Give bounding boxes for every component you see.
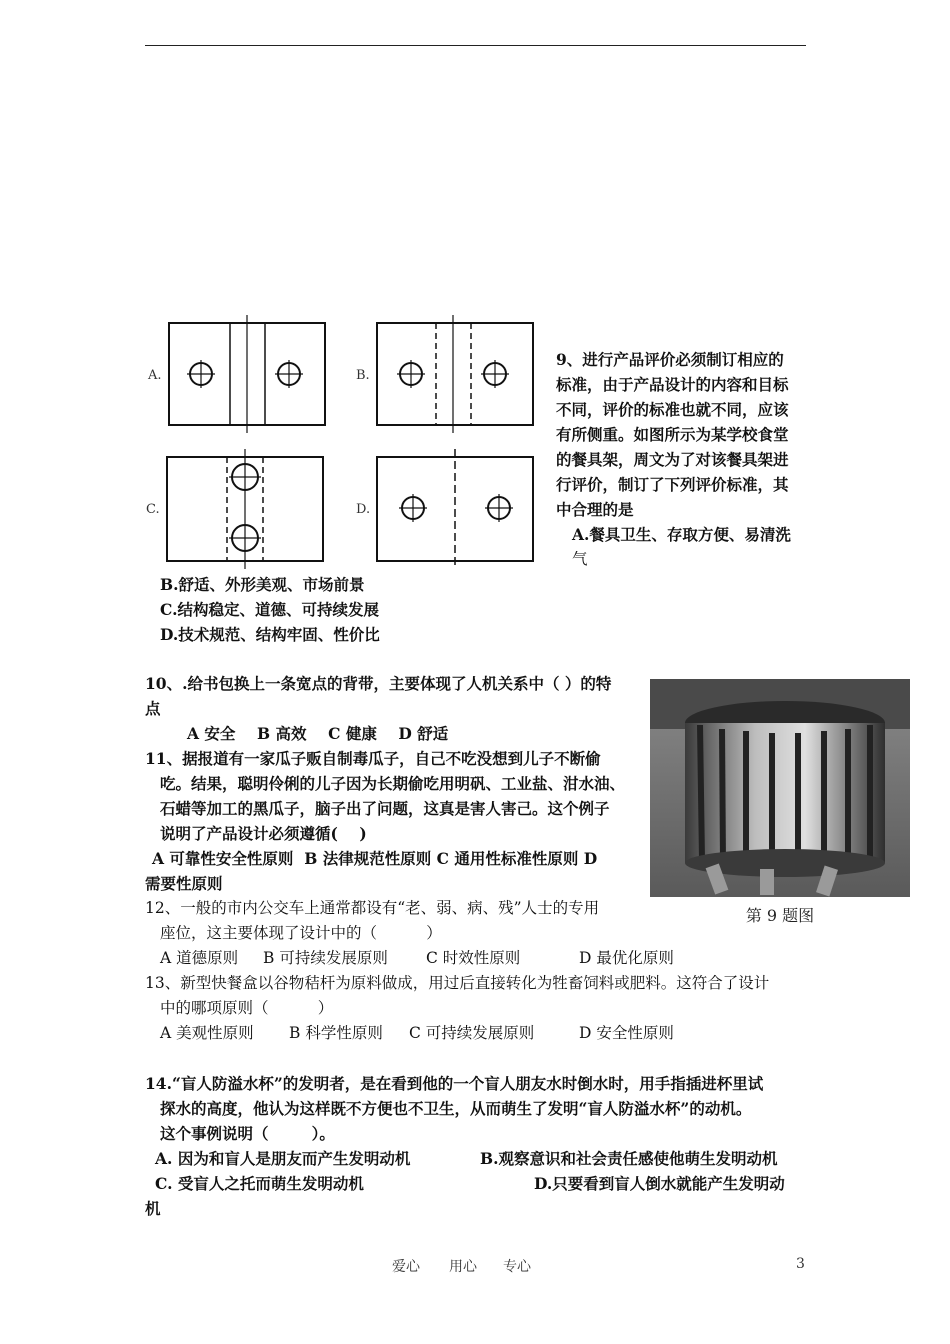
q13-option-c: C 可持续发展原则 [409, 1024, 535, 1042]
q10-options: A 安全 B 高效 C 健康 D 舒适 [187, 724, 449, 743]
q11-options: A 可靠性安全性原则 B 法律规范性原则 C 通用性标准性原则 D [152, 849, 598, 868]
q9-option-b: B.舒适、外形美观、市场前景 [160, 575, 365, 594]
view-d-drawing [377, 449, 533, 569]
q14-option-d-cont: 机 [145, 1199, 161, 1218]
q13-option-a: A 美观性原则 [160, 1024, 254, 1042]
q12-line-2: 座位，这主要体现了设计中的（ ） [160, 924, 442, 942]
q9-option-a: A.餐具卫生、存取方便、易清洗 [572, 525, 791, 544]
q12-option-b: B 可持续发展原则 [263, 949, 388, 967]
q13-option-d: D 安全性原则 [579, 1024, 674, 1042]
q9-line: 行评价，制订了下列评价标准，其 [556, 475, 789, 494]
q11-line-4: 说明了产品设计必须遵循( ) [160, 824, 367, 843]
footer-slogan-2: 用心 [449, 1259, 477, 1275]
q13-line-2: 中的哪项原则（ ） [160, 999, 334, 1017]
q11-line-1: 11、据报道有一家瓜子贩自制毒瓜子，自己不吃没想到儿子不断偷 [145, 749, 601, 768]
view-a-drawing [169, 315, 325, 433]
q10-line-2: 点 [145, 699, 161, 718]
view-c-label: C. [146, 502, 160, 517]
view-b-label: B. [356, 368, 370, 383]
q11-options-cont: 需要性原则 [145, 874, 223, 893]
q9-option-a-cont: 气 [572, 550, 588, 568]
q14-option-d: D.只要看到盲人倒水就能产生发明动 [534, 1174, 785, 1193]
q11-line-2: 吃。结果，聪明伶俐的儿子因为长期偷吃用明矾、工业盐、泔水油、 [160, 774, 626, 793]
view-b-drawing [377, 315, 533, 433]
q14-line-2: 探水的高度，他认为这样既不方便也不卫生，从而萌生了发明“盲人防溢水杯”的动机。 [160, 1099, 752, 1118]
q12-option-d: D 最优化原则 [579, 949, 674, 967]
q14-option-b: B.观察意识和社会责任感使他萌生发明动机 [480, 1149, 778, 1168]
tableware-rack-photo [650, 679, 910, 934]
q9-line: 标准，由于产品设计的内容和目标 [556, 375, 789, 394]
question-9 [556, 347, 808, 572]
q12-option-c: C 时效性原则 [426, 949, 521, 967]
q9-line: 9、进行产品评价必须制订相应的 [556, 350, 784, 369]
q9-line: 的餐具架，周文为了对该餐具架进 [556, 450, 789, 469]
page-number: 3 [796, 1256, 805, 1272]
q9-line: 有所侧重。如图所示为某学校食堂 [556, 425, 789, 444]
q9-option-c: C.结构稳定、道德、可持续发展 [160, 600, 379, 619]
q14-option-a: A. 因为和盲人是朋友而产生发明动机 [155, 1149, 411, 1168]
q11-line-3: 石蜡等加工的黑瓜子，脑子出了问题，这真是害人害己。这个例子 [160, 799, 610, 818]
q13-line-1: 13、新型快餐盒以谷物秸杆为原料做成，用过后直接转化为牲畜饲料或肥料。这符合了设计 [145, 974, 770, 992]
q14-line-1: 14.“盲人防溢水杯”的发明者，是在看到他的一个盲人朋友水时倒水时，用手指插进杯里试 [145, 1074, 764, 1093]
q14-line-3: 这个事例说明（ ）。 [160, 1124, 335, 1143]
footer-slogan-1: 爱心 [392, 1259, 420, 1275]
footer-slogan-3: 专心 [503, 1259, 531, 1275]
q14-option-c: C. 受盲人之托而萌生发明动机 [155, 1174, 364, 1193]
view-c-drawing [167, 449, 323, 569]
q13-option-b: B 科学性原则 [289, 1024, 383, 1042]
q9-line: 中合理的是 [556, 500, 634, 519]
photo-caption: 第 9 题图 [745, 906, 815, 925]
q9-option-d: D.技术规范、结构牢固、性价比 [160, 625, 380, 644]
q12-option-a: A 道德原则 [160, 949, 239, 967]
q10-line-1: 10、.给书包换上一条宽点的背带，主要体现了人机关系中（ ）的特 [145, 674, 612, 693]
q9-line: 不同，评价的标准也就不同，应该 [556, 400, 789, 419]
figure-views [140, 315, 540, 570]
view-d-label: D. [356, 502, 371, 517]
header-rule [145, 45, 806, 46]
view-a-label: A. [148, 368, 162, 383]
q12-line-1: 12、一般的市内公交车上通常都设有“老、弱、病、残”人士的专用 [145, 899, 600, 917]
